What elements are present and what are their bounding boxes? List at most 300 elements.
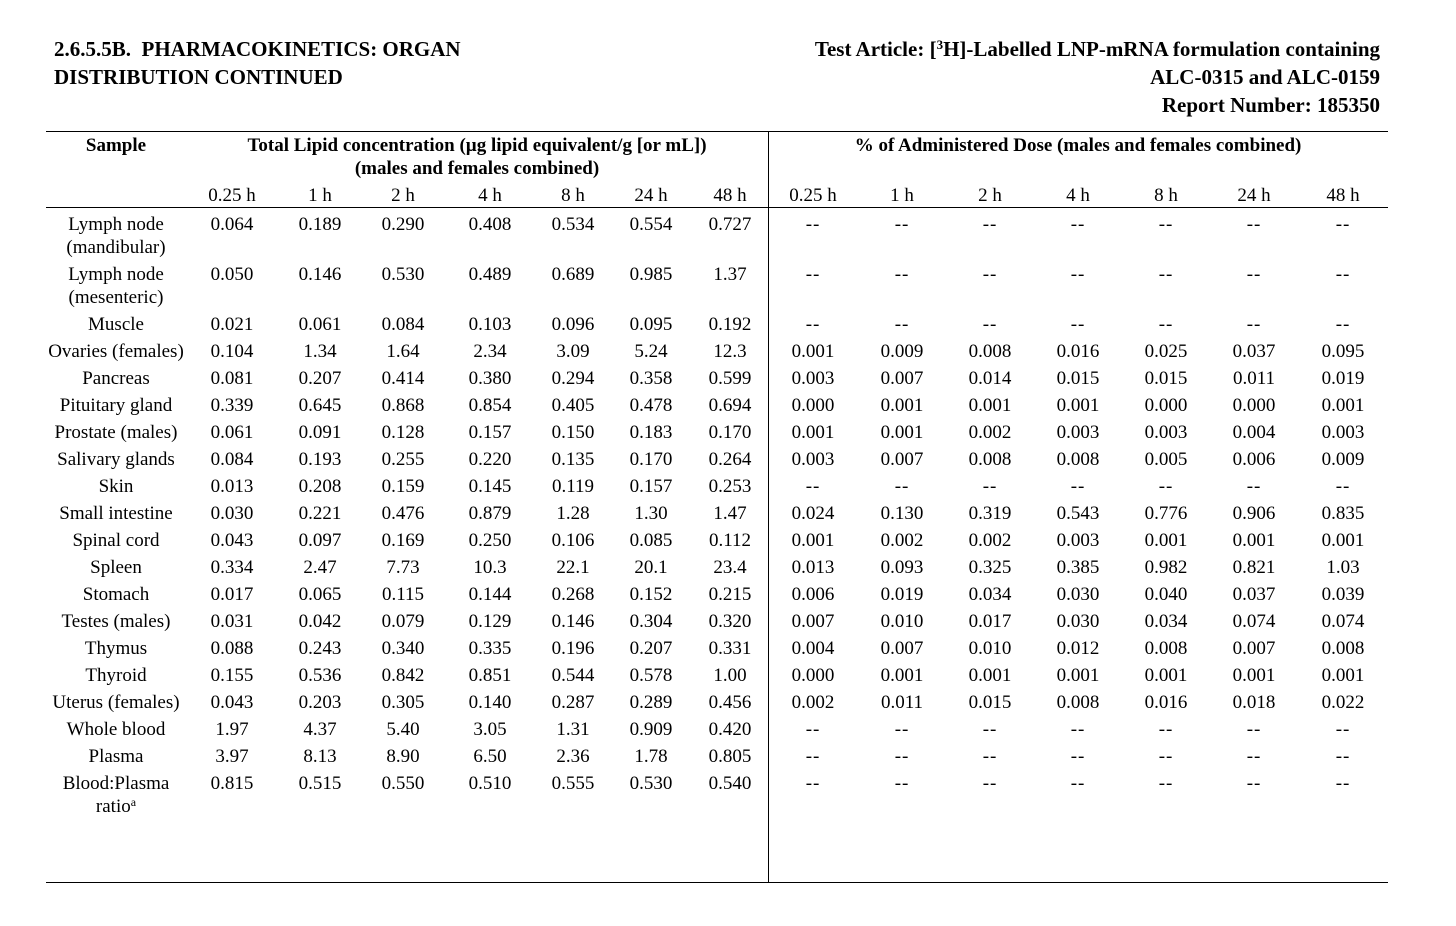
lipid-concentration-cell: 0.097 xyxy=(298,530,342,551)
administered-dose-cell: -- xyxy=(1335,719,1351,740)
lipid-concentration-cell: 0.207 xyxy=(629,638,673,659)
administered-dose-cell: 0.009 xyxy=(1321,449,1365,470)
administered-dose-cell: -- xyxy=(1335,214,1351,235)
lipid-concentration-cell: 0.868 xyxy=(381,395,425,416)
administered-dose-cell: 0.022 xyxy=(1321,692,1365,713)
table-row xyxy=(46,608,1388,635)
sample-name: Muscle xyxy=(88,314,144,335)
administered-dose-cell: -- xyxy=(982,476,998,497)
lipid-concentration-cell: 0.207 xyxy=(298,368,342,389)
administered-dose-cell: 0.007 xyxy=(880,638,924,659)
administered-dose-cell: -- xyxy=(1246,746,1262,767)
lipid-concentration-cell: 23.4 xyxy=(713,557,747,578)
lipid-concentration-cell: 0.031 xyxy=(210,611,254,632)
lipid-concentration-cell: 0.170 xyxy=(629,449,673,470)
administered-dose-cell: 0.000 xyxy=(791,665,835,686)
administered-dose-cell: 0.016 xyxy=(1144,692,1188,713)
sample-name: Thyroid xyxy=(85,665,147,686)
dose-time-header: 0.25 h xyxy=(789,185,837,206)
sample-name: Prostate (males) xyxy=(54,422,178,443)
organ-distribution-table xyxy=(46,133,1388,820)
lipid-concentration-cell: 0.085 xyxy=(629,530,673,551)
lipid-concentration-cell: 0.081 xyxy=(210,368,254,389)
administered-dose-cell: 0.001 xyxy=(1232,530,1276,551)
section-title xyxy=(54,35,614,91)
administered-dose-cell: 0.017 xyxy=(968,611,1012,632)
administered-dose-cell: 0.015 xyxy=(1056,368,1100,389)
sample-name: Blood:Plasma ratio xyxy=(62,773,170,817)
administered-dose-cell: 0.906 xyxy=(1232,503,1276,524)
conc-time-header: 48 h xyxy=(713,185,747,206)
administered-dose-cell: 0.001 xyxy=(1056,395,1100,416)
lipid-concentration-cell: 3.97 xyxy=(215,746,249,767)
administered-dose-cell: 0.009 xyxy=(880,341,924,362)
administered-dose-cell: -- xyxy=(894,314,910,335)
lipid-concentration-cell: 0.159 xyxy=(381,476,425,497)
lipid-concentration-cell: 0.250 xyxy=(468,530,512,551)
sample-name: Pituitary gland xyxy=(59,395,173,416)
administered-dose-cell: 0.034 xyxy=(968,584,1012,605)
conc-time-header: 24 h xyxy=(634,185,668,206)
test-article-header xyxy=(680,35,1380,119)
sample-name-cell xyxy=(46,635,186,662)
administered-dose-cell: -- xyxy=(1158,773,1174,794)
lipid-concentration-cell: 0.842 xyxy=(381,665,425,686)
lipid-concentration-cell: 0.220 xyxy=(468,449,512,470)
table-row xyxy=(46,211,1388,261)
administered-dose-cell: -- xyxy=(805,264,821,285)
administered-dose-cell: -- xyxy=(1158,476,1174,497)
administered-dose-cell: -- xyxy=(1158,719,1174,740)
lipid-concentration-cell: 0.287 xyxy=(551,692,595,713)
lipid-concentration-cell: 0.530 xyxy=(629,773,673,794)
administered-dose-cell: -- xyxy=(982,773,998,794)
administered-dose-cell: 0.008 xyxy=(968,341,1012,362)
lipid-concentration-cell: 1.34 xyxy=(303,341,337,362)
report-number: Report Number: 185350 xyxy=(1161,93,1380,117)
lipid-concentration-cell: 0.540 xyxy=(708,773,752,794)
lipid-concentration-cell: 0.042 xyxy=(298,611,342,632)
administered-dose-cell: -- xyxy=(982,719,998,740)
administered-dose-cell: 0.014 xyxy=(968,368,1012,389)
administered-dose-cell: 0.000 xyxy=(1144,395,1188,416)
lipid-concentration-cell: 2.47 xyxy=(303,557,337,578)
sample-name-cell xyxy=(46,365,186,392)
conc-time-header: 1 h xyxy=(308,185,332,206)
lipid-concentration-cell: 0.290 xyxy=(381,214,425,235)
lipid-concentration-cell: 0.255 xyxy=(381,449,425,470)
lipid-concentration-cell: 0.476 xyxy=(381,503,425,524)
administered-dose-cell: -- xyxy=(1246,314,1262,335)
administered-dose-cell: -- xyxy=(805,214,821,235)
administered-dose-cell: -- xyxy=(982,214,998,235)
administered-dose-cell: 0.025 xyxy=(1144,341,1188,362)
lipid-concentration-cell: 0.106 xyxy=(551,530,595,551)
lipid-concentration-cell: 0.554 xyxy=(629,214,673,235)
administered-dose-cell: 0.821 xyxy=(1232,557,1276,578)
table-row xyxy=(46,635,1388,662)
lipid-concentration-cell: 0.157 xyxy=(468,422,512,443)
sample-name: Salivary glands xyxy=(57,449,175,470)
total-lipid-header-line-2: (males and females combined) xyxy=(354,158,600,179)
table-row xyxy=(46,311,1388,338)
administered-dose-cell: 1.03 xyxy=(1326,557,1360,578)
lipid-concentration-cell: 0.145 xyxy=(468,476,512,497)
lipid-concentration-cell: 0.064 xyxy=(210,214,254,235)
administered-dose-cell: -- xyxy=(894,746,910,767)
lipid-concentration-cell: 0.340 xyxy=(381,638,425,659)
lipid-concentration-cell: 0.380 xyxy=(468,368,512,389)
administered-dose-cell: 0.007 xyxy=(791,611,835,632)
lipid-concentration-cell: 20.1 xyxy=(634,557,668,578)
lipid-concentration-cell: 0.152 xyxy=(629,584,673,605)
administered-dose-cell: 0.002 xyxy=(968,530,1012,551)
lipid-concentration-cell: 0.192 xyxy=(708,314,752,335)
administered-dose-cell: 0.001 xyxy=(880,395,924,416)
lipid-concentration-cell: 0.091 xyxy=(298,422,342,443)
administered-dose-cell: -- xyxy=(1070,746,1086,767)
lipid-concentration-cell: 6.50 xyxy=(473,746,507,767)
sample-name: Lymph node (mandibular) xyxy=(66,214,166,258)
administered-dose-cell: 0.008 xyxy=(968,449,1012,470)
sample-name-cell xyxy=(46,392,186,419)
administered-dose-cell: -- xyxy=(1335,476,1351,497)
sample-name: Plasma xyxy=(88,746,144,767)
lipid-concentration-cell: 0.694 xyxy=(708,395,752,416)
dose-time-header: 4 h xyxy=(1066,185,1090,206)
lipid-concentration-cell: 0.193 xyxy=(298,449,342,470)
sample-name-cell xyxy=(46,527,186,554)
lipid-concentration-cell: 0.268 xyxy=(551,584,595,605)
dose-time-header: 48 h xyxy=(1326,185,1360,206)
administered-dose-cell: 0.835 xyxy=(1321,503,1365,524)
lipid-concentration-cell: 0.555 xyxy=(551,773,595,794)
administered-dose-cell: -- xyxy=(1246,476,1262,497)
administered-dose-cell: 0.007 xyxy=(880,449,924,470)
administered-dose-cell: 0.000 xyxy=(1232,395,1276,416)
sample-name-cell xyxy=(46,743,186,770)
sample-name: Thymus xyxy=(84,638,148,659)
lipid-concentration-cell: 0.599 xyxy=(708,368,752,389)
lipid-concentration-cell: 0.221 xyxy=(298,503,342,524)
lipid-concentration-cell: 0.065 xyxy=(298,584,342,605)
test-article-line-1 xyxy=(680,35,1380,63)
sample-name: Spinal cord xyxy=(72,530,160,551)
test-article-superscript: 3 xyxy=(936,37,944,52)
administered-dose-cell: -- xyxy=(1335,746,1351,767)
lipid-concentration-cell: 0.043 xyxy=(210,692,254,713)
sample-name-cell xyxy=(46,770,186,820)
lipid-concentration-cell: 0.146 xyxy=(551,611,595,632)
administered-dose-cell: 0.095 xyxy=(1321,341,1365,362)
table-row xyxy=(46,770,1388,820)
sample-name-cell xyxy=(46,608,186,635)
administered-dose-cell: 0.006 xyxy=(1232,449,1276,470)
administered-dose-cell: 0.003 xyxy=(1056,422,1100,443)
lipid-concentration-cell: 0.805 xyxy=(708,746,752,767)
section-title-line-1: 2.6.5.5B. PHARMACOKINETICS: ORGAN xyxy=(54,37,461,61)
lipid-concentration-cell: 0.515 xyxy=(298,773,342,794)
sample-name: Stomach xyxy=(82,584,150,605)
administered-dose-cell: 0.001 xyxy=(791,530,835,551)
lipid-concentration-cell: 1.78 xyxy=(634,746,668,767)
administered-dose-cell: -- xyxy=(1335,314,1351,335)
sample-name-cell xyxy=(46,473,186,500)
sample-name-cell xyxy=(46,261,186,311)
sample-name-cell xyxy=(46,446,186,473)
lipid-concentration-cell: 3.05 xyxy=(473,719,507,740)
lipid-concentration-cell: 0.155 xyxy=(210,665,254,686)
lipid-concentration-cell: 0.294 xyxy=(551,368,595,389)
administered-dose-cell: -- xyxy=(1158,264,1174,285)
dose-time-header: 1 h xyxy=(890,185,914,206)
lipid-concentration-cell: 0.146 xyxy=(298,264,342,285)
lipid-concentration-cell: 0.985 xyxy=(629,264,673,285)
administered-dose-cell: 0.011 xyxy=(1232,368,1276,389)
lipid-concentration-cell: 0.530 xyxy=(381,264,425,285)
table-row xyxy=(46,581,1388,608)
lipid-concentration-cell: 0.050 xyxy=(210,264,254,285)
lipid-concentration-cell: 0.339 xyxy=(210,395,254,416)
administered-dose-cell: -- xyxy=(894,476,910,497)
table-row xyxy=(46,500,1388,527)
administered-dose-cell: 0.005 xyxy=(1144,449,1188,470)
lipid-concentration-cell: 0.084 xyxy=(210,449,254,470)
administered-dose-cell: 0.001 xyxy=(880,422,924,443)
lipid-concentration-cell: 5.24 xyxy=(634,341,668,362)
administered-dose-cell: 0.001 xyxy=(1321,530,1365,551)
administered-dose-group-header: % of Administered Dose (males and females combined) xyxy=(854,135,1302,156)
table-row xyxy=(46,446,1388,473)
administered-dose-cell: 0.008 xyxy=(1056,449,1100,470)
administered-dose-cell: -- xyxy=(805,314,821,335)
lipid-concentration-cell: 0.536 xyxy=(298,665,342,686)
administered-dose-cell: 0.001 xyxy=(968,395,1012,416)
test-article-line-2: ALC-0315 and ALC-0159 xyxy=(1150,65,1380,89)
lipid-concentration-cell: 1.30 xyxy=(634,503,668,524)
sample-name: Skin xyxy=(98,476,134,497)
administered-dose-cell: 0.003 xyxy=(1144,422,1188,443)
lipid-concentration-cell: 1.00 xyxy=(713,665,747,686)
lipid-concentration-cell: 0.088 xyxy=(210,638,254,659)
administered-dose-cell: 0.000 xyxy=(791,395,835,416)
administered-dose-cell: 0.019 xyxy=(880,584,924,605)
lipid-concentration-cell: 0.203 xyxy=(298,692,342,713)
lipid-concentration-cell: 0.169 xyxy=(381,530,425,551)
lipid-concentration-cell: 0.689 xyxy=(551,264,595,285)
lipid-concentration-cell: 0.140 xyxy=(468,692,512,713)
administered-dose-cell: 0.982 xyxy=(1144,557,1188,578)
lipid-concentration-cell: 0.079 xyxy=(381,611,425,632)
lipid-concentration-cell: 2.36 xyxy=(556,746,590,767)
table-row xyxy=(46,392,1388,419)
administered-dose-cell: -- xyxy=(805,719,821,740)
lipid-concentration-cell: 1.31 xyxy=(556,719,590,740)
lipid-concentration-cell: 4.37 xyxy=(303,719,337,740)
lipid-concentration-cell: 0.157 xyxy=(629,476,673,497)
administered-dose-cell: -- xyxy=(894,264,910,285)
administered-dose-cell: 0.019 xyxy=(1321,368,1365,389)
administered-dose-cell: 0.002 xyxy=(791,692,835,713)
administered-dose-cell: 0.037 xyxy=(1232,341,1276,362)
table-row xyxy=(46,716,1388,743)
administered-dose-cell: 0.001 xyxy=(1321,665,1365,686)
lipid-concentration-cell: 0.550 xyxy=(381,773,425,794)
lipid-concentration-cell: 3.09 xyxy=(556,341,590,362)
lipid-concentration-cell: 0.112 xyxy=(708,530,752,551)
lipid-concentration-cell: 0.405 xyxy=(551,395,595,416)
administered-dose-cell: -- xyxy=(805,476,821,497)
lipid-concentration-cell: 0.305 xyxy=(381,692,425,713)
sample-name-cell xyxy=(46,662,186,689)
lipid-concentration-cell: 0.135 xyxy=(551,449,595,470)
administered-dose-cell: 0.034 xyxy=(1144,611,1188,632)
administered-dose-cell: 0.001 xyxy=(1232,665,1276,686)
administered-dose-cell: 0.003 xyxy=(791,368,835,389)
lipid-concentration-cell: 0.061 xyxy=(298,314,342,335)
test-article-prefix: Test Article: [ xyxy=(814,37,937,61)
conc-time-header: 2 h xyxy=(391,185,415,206)
administered-dose-cell: 0.013 xyxy=(791,557,835,578)
lipid-concentration-cell: 0.510 xyxy=(468,773,512,794)
lipid-concentration-cell: 0.478 xyxy=(629,395,673,416)
administered-dose-cell: 0.001 xyxy=(1144,665,1188,686)
lipid-concentration-cell: 1.37 xyxy=(713,264,747,285)
administered-dose-cell: -- xyxy=(1158,214,1174,235)
test-article-suffix: H]-Labelled LNP-mRNA formulation containing xyxy=(943,37,1380,61)
lipid-concentration-cell: 1.47 xyxy=(713,503,747,524)
lipid-concentration-cell: 0.017 xyxy=(210,584,254,605)
conc-time-header: 4 h xyxy=(478,185,502,206)
administered-dose-cell: 0.008 xyxy=(1321,638,1365,659)
administered-dose-cell: 0.008 xyxy=(1144,638,1188,659)
table-row xyxy=(46,261,1388,311)
dose-time-header: 24 h xyxy=(1237,185,1271,206)
lipid-concentration-cell: 0.408 xyxy=(468,214,512,235)
sample-column-header: Sample xyxy=(85,135,147,156)
sample-name: Lymph node (mesenteric) xyxy=(68,264,164,308)
lipid-concentration-cell: 0.879 xyxy=(468,503,512,524)
administered-dose-cell: 0.030 xyxy=(1056,611,1100,632)
table-row xyxy=(46,419,1388,446)
conc-time-header: 8 h xyxy=(561,185,585,206)
lipid-concentration-cell: 0.851 xyxy=(468,665,512,686)
lipid-concentration-cell: 0.150 xyxy=(551,422,595,443)
lipid-concentration-cell: 0.320 xyxy=(708,611,752,632)
sample-name: Ovaries (females) xyxy=(48,341,184,362)
administered-dose-cell: 0.543 xyxy=(1056,503,1100,524)
administered-dose-cell: -- xyxy=(1070,214,1086,235)
sample-name-cell xyxy=(46,311,186,338)
lipid-concentration-cell: 0.129 xyxy=(468,611,512,632)
lipid-concentration-cell: 1.28 xyxy=(556,503,590,524)
lipid-concentration-cell: 0.414 xyxy=(381,368,425,389)
lipid-concentration-cell: 1.97 xyxy=(215,719,249,740)
administered-dose-cell: -- xyxy=(1246,264,1262,285)
table-row xyxy=(46,473,1388,500)
administered-dose-cell: -- xyxy=(982,314,998,335)
lipid-concentration-cell: 0.128 xyxy=(381,422,425,443)
administered-dose-cell: -- xyxy=(1070,476,1086,497)
administered-dose-cell: -- xyxy=(1070,719,1086,740)
sample-name-cell xyxy=(46,338,186,365)
table-body xyxy=(46,211,1388,820)
administered-dose-cell: 0.039 xyxy=(1321,584,1365,605)
administered-dose-cell: 0.001 xyxy=(791,341,835,362)
lipid-concentration-cell: 1.64 xyxy=(386,341,420,362)
lipid-concentration-cell: 0.420 xyxy=(708,719,752,740)
administered-dose-cell: 0.319 xyxy=(968,503,1012,524)
lipid-concentration-cell: 0.104 xyxy=(210,341,254,362)
lipid-concentration-cell: 8.13 xyxy=(303,746,337,767)
dose-time-header: 8 h xyxy=(1154,185,1178,206)
lipid-concentration-cell: 0.144 xyxy=(468,584,512,605)
lipid-concentration-cell: 0.489 xyxy=(468,264,512,285)
administered-dose-cell: 0.093 xyxy=(880,557,924,578)
administered-dose-cell: 0.007 xyxy=(1232,638,1276,659)
sample-name: Small intestine xyxy=(59,503,173,524)
administered-dose-cell: 0.002 xyxy=(968,422,1012,443)
lipid-concentration-cell: 0.264 xyxy=(708,449,752,470)
administered-dose-cell: -- xyxy=(1246,214,1262,235)
table-row xyxy=(46,554,1388,581)
administered-dose-cell: 0.003 xyxy=(1321,422,1365,443)
administered-dose-cell: -- xyxy=(1070,773,1086,794)
administered-dose-cell: -- xyxy=(1070,314,1086,335)
administered-dose-cell: -- xyxy=(1158,314,1174,335)
lipid-concentration-cell: 0.208 xyxy=(298,476,342,497)
lipid-concentration-cell: 0.103 xyxy=(468,314,512,335)
lipid-concentration-cell: 0.115 xyxy=(381,584,425,605)
administered-dose-cell: 0.011 xyxy=(880,692,924,713)
administered-dose-cell: 0.004 xyxy=(791,638,835,659)
administered-dose-cell: 0.012 xyxy=(1056,638,1100,659)
lipid-concentration-cell: 0.196 xyxy=(551,638,595,659)
administered-dose-cell: -- xyxy=(1246,773,1262,794)
table-row xyxy=(46,338,1388,365)
lipid-concentration-cell: 0.331 xyxy=(708,638,752,659)
sample-name-cell xyxy=(46,419,186,446)
lipid-concentration-cell: 0.253 xyxy=(708,476,752,497)
lipid-concentration-cell: 0.334 xyxy=(210,557,254,578)
administered-dose-cell: 0.385 xyxy=(1056,557,1100,578)
sample-name: Uterus (females) xyxy=(52,692,180,713)
lipid-concentration-cell: 0.096 xyxy=(551,314,595,335)
administered-dose-cell: 0.015 xyxy=(1144,368,1188,389)
table-bottom-rule xyxy=(46,882,1388,883)
lipid-concentration-cell: 22.1 xyxy=(556,557,590,578)
administered-dose-cell: 0.001 xyxy=(1321,395,1365,416)
administered-dose-cell: 0.074 xyxy=(1321,611,1365,632)
lipid-concentration-cell: 0.456 xyxy=(708,692,752,713)
total-lipid-group-header xyxy=(186,133,768,180)
lipid-concentration-cell: 0.183 xyxy=(629,422,673,443)
administered-dose-cell: -- xyxy=(1158,746,1174,767)
administered-dose-cell: -- xyxy=(894,719,910,740)
administered-dose-cell: 0.006 xyxy=(791,584,835,605)
administered-dose-cell: -- xyxy=(805,746,821,767)
lipid-concentration-cell: 2.34 xyxy=(473,341,507,362)
lipid-concentration-cell: 7.73 xyxy=(386,557,420,578)
administered-dose-cell: 0.007 xyxy=(880,368,924,389)
lipid-concentration-cell: 0.013 xyxy=(210,476,254,497)
administered-dose-cell: 0.040 xyxy=(1144,584,1188,605)
administered-dose-cell: 0.010 xyxy=(880,611,924,632)
lipid-concentration-cell: 0.358 xyxy=(629,368,673,389)
lipid-concentration-cell: 0.021 xyxy=(210,314,254,335)
administered-dose-cell: 0.325 xyxy=(968,557,1012,578)
administered-dose-cell: 0.074 xyxy=(1232,611,1276,632)
